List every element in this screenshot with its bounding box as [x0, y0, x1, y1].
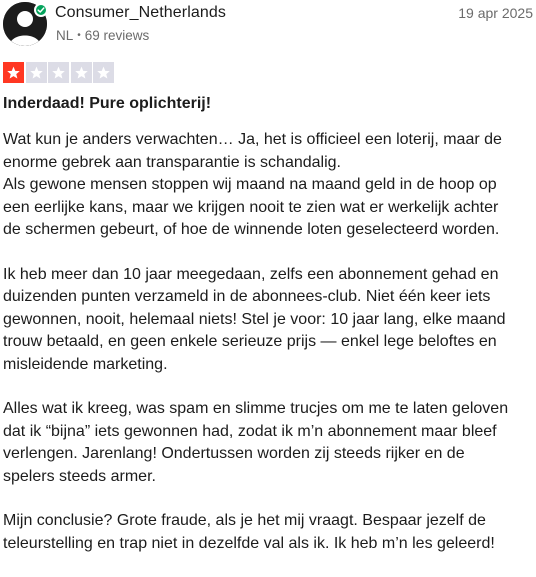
author-name[interactable]: Consumer_Netherlands: [55, 4, 226, 21]
star-icon: [6, 65, 21, 80]
review-line: Ik heb meer dan 10 jaar meegedaan, zelfs een abonnement gehad en: [3, 265, 499, 283]
author-meta: [56, 28, 149, 43]
review-line: dat ik “bijna” iets gewonnen had, zodat ik m’n abonnement maar bleef: [3, 422, 497, 440]
review-title[interactable]: Inderdaad! Pure oplichterij!: [3, 95, 212, 112]
review-line: enorme gebrek aan transparantie is schandalig.: [3, 153, 341, 171]
review-body: [3, 129, 533, 577]
review-line: Mijn conclusie? Grote fraude, als je het mij vraagt. Bespaar jezelf de: [3, 512, 486, 529]
review-line: verlengen. Jarenlang! Ondertussen worden zij steeds rijker en de: [3, 445, 465, 462]
star-2: [26, 62, 47, 83]
review-line: misleidende marketing.: [3, 355, 168, 373]
review-line: teleurstelling en trap niet in dezelfde val als ik. Ik heb m’n les geleerd!: [3, 534, 495, 552]
review-line: de schermen gebeurt, of hoe de winnende loten geselecteerd worden.: [3, 221, 500, 238]
review-line: Wat kun je anders verwachten… Ja, het is officieel een loterij, maar de: [3, 131, 502, 148]
review-paragraph: [3, 510, 533, 555]
review-line: Als gewone mensen stoppen wij maand na maand geld in de hoop op: [3, 176, 497, 193]
star-icon: [29, 65, 44, 80]
check-badge-icon: [37, 6, 45, 14]
review-paragraph: [3, 264, 533, 377]
star-icon: [51, 65, 66, 80]
review-header: [3, 2, 533, 46]
review-line: een eerlijke kans, maar we krijgen nooit te zien wat er werkelijk achter: [3, 198, 499, 216]
star-4: [71, 62, 92, 83]
review-paragraph: [3, 398, 533, 488]
author-country: NL: [56, 28, 74, 43]
verified-badge: [34, 3, 48, 17]
star-rating: [3, 62, 114, 83]
review-line: trouw betaald, en geen enkele serieuze prijs — enkel lege beloftes en: [3, 333, 497, 350]
star-icon: [74, 65, 89, 80]
star-1: [3, 62, 24, 83]
review-line: duizenden punten verzameld in de abonnees-club. Niet één keer iets: [3, 288, 491, 305]
review-line: gewonnen, nooit, helemaal niets! Stel je voor: 10 jaar lang, elke maand: [3, 310, 506, 328]
star-icon: [96, 65, 111, 80]
review-line: spelers steeds armer.: [3, 467, 156, 485]
review-line: Alles wat ik kreeg, was spam en slimme trucjes om me te laten geloven: [3, 400, 509, 417]
star-5: [93, 62, 114, 83]
star-3: [48, 62, 69, 83]
author-review-count: 69 reviews: [84, 28, 150, 43]
review-date: 19 apr 2025: [458, 5, 533, 21]
review-paragraph: [3, 129, 533, 242]
separator-dot: •: [77, 30, 81, 41]
